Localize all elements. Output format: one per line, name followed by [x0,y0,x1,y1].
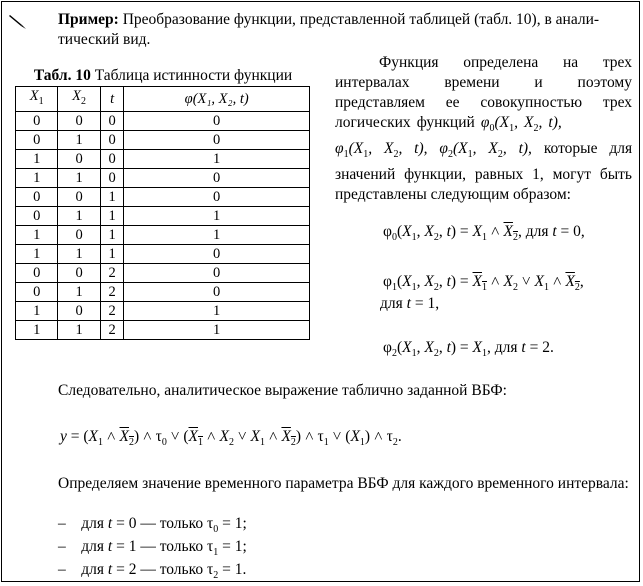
table-cell: 1 [100,225,124,244]
table-body [16,111,310,339]
intro-text-line1: Преобразование функции, представленной таблицей (табл. 10), в анали- [118,11,600,28]
table-cell: 1 [16,225,58,244]
table-row [16,168,310,187]
conclusion-formula: $y = (X_1$ ˄ $X_2$) ˄ $\tau_0$ ˅ ($X_1$ ˄ $X_2$ ˅ $X_1$ ˄ $X_2$) ˄ $\tau_1$ ˅ $(X_1)$ ˄ $\tau_2$. [60,428,402,449]
table-cell: 1 [58,320,100,339]
table-cell: 0 [58,149,100,168]
table-cell: 0 [100,168,124,187]
table-cell: 0 [100,149,124,168]
right-text-p1: Функция определена на трех интервалах времени и поэтому представляем ее совокупностью трех логических функций [335,54,632,131]
formula-phi0: $\varphi_0(X_1$, $X_2$, $t) = X_1$ ˄ $X_2$, для t = 0, [383,223,585,244]
table-cell: 1 [124,225,310,244]
table-caption [16,67,310,85]
right-column-text [335,53,632,205]
table-cell: 0 [16,263,58,282]
header-t: t [100,87,124,112]
table-cell: 1 [100,206,124,225]
intro-text-line2: тический вид. [58,31,151,48]
func-phi0: $\varphi_0(X_1$, $X_2$, t), [480,114,562,135]
table-row [16,206,310,225]
bullet-t2: – для t = 2 — только $\tau_2 = 1$. [58,561,247,582]
table-cell: 0 [124,168,310,187]
table-cell: 1 [58,282,100,301]
table-cell: 0 [124,244,310,263]
table-cell: 1 [100,244,124,263]
table-cell: 1 [58,206,100,225]
table-row [16,320,310,339]
table-cell: 0 [16,187,58,206]
table-cell: 1 [16,320,58,339]
table-row [16,263,310,282]
func-phi2: $\varphi_2(X_1$, $X_2$, t), [439,140,532,161]
intro-label: Пример: [58,11,119,28]
bullet-t1: – для t = 1 — только $\tau_1 = 1$; [58,538,247,559]
table-row [16,187,310,206]
table-cell: 0 [124,111,310,130]
table-row [16,282,310,301]
header-x1: $X_1$ [16,87,58,112]
table-cell: 0 [100,111,124,130]
table-header-row [16,87,310,112]
intro-paragraph [58,10,632,50]
formula-phi2: $\varphi_2(X_1$, $X_2$, $t) = X_1$, для t = 2. [383,339,554,360]
table-cell: 0 [58,301,100,320]
table-cell: 0 [16,206,58,225]
table-row [16,149,310,168]
table-cell: 0 [58,263,100,282]
table-row [16,225,310,244]
table-cell: 2 [100,301,124,320]
conclusion-paragraph [12,381,632,401]
table-cell: 0 [58,225,100,244]
table-cell: 2 [100,263,124,282]
table-cell: 0 [124,263,310,282]
table-cell: 0 [124,130,310,149]
table-row [16,301,310,320]
pencil-icon [8,12,28,32]
table-caption-text: Таблица истинности функции [90,67,293,84]
formula-phi1-condition: для t = 1, [380,295,440,312]
table-cell: 1 [124,301,310,320]
header-x2: $X_2$ [58,87,100,112]
conclusion-text: Следовательно, аналитическое выражение таблично заданной ВБФ: [58,382,507,399]
table-cell: 0 [16,130,58,149]
table-cell: 0 [16,282,58,301]
bullet-t0: – для t = 0 — только $\tau_0 = 1$; [58,515,247,536]
table-cell: 1 [124,206,310,225]
table-cell: 1 [16,301,58,320]
table-cell: 0 [58,111,100,130]
define-paragraph [12,474,632,494]
table-row [16,111,310,130]
table-cell: 1 [58,244,100,263]
table-row [16,130,310,149]
table-cell: 1 [58,168,100,187]
header-phi: φ(X₁, X₂, t) [124,87,310,112]
table-cell: 0 [16,111,58,130]
define-text: Определяем значение временного параметра ВБФ для каждого временного интервала: [58,475,629,492]
table-cell: 1 [100,187,124,206]
table-cell: 2 [100,282,124,301]
truth-table [15,86,310,340]
right-text-p2: которые для значений функции, равных 1, могут быть представлены следующим образом: [335,140,633,204]
table-cell: 0 [124,187,310,206]
table-cell: 0 [58,187,100,206]
table-row [16,244,310,263]
func-phi1: $\varphi_1(X_1$, $X_2$, t), [335,140,428,161]
table-cell: 0 [100,130,124,149]
table-cell: 1 [16,149,58,168]
formula-phi1: $\varphi_1(X_1$, $X_2$, $t) = X_1$ ˄ $X_2$ ˅ $X_1$ ˄ $X_2$, [383,273,584,294]
table-caption-number: Табл. 10 [33,67,91,84]
table-cell: 1 [58,130,100,149]
table-cell: 2 [100,320,124,339]
table-cell: 1 [124,149,310,168]
table-cell: 1 [16,168,58,187]
table-cell: 1 [124,320,310,339]
table-cell: 1 [16,244,58,263]
table-cell: 0 [124,282,310,301]
